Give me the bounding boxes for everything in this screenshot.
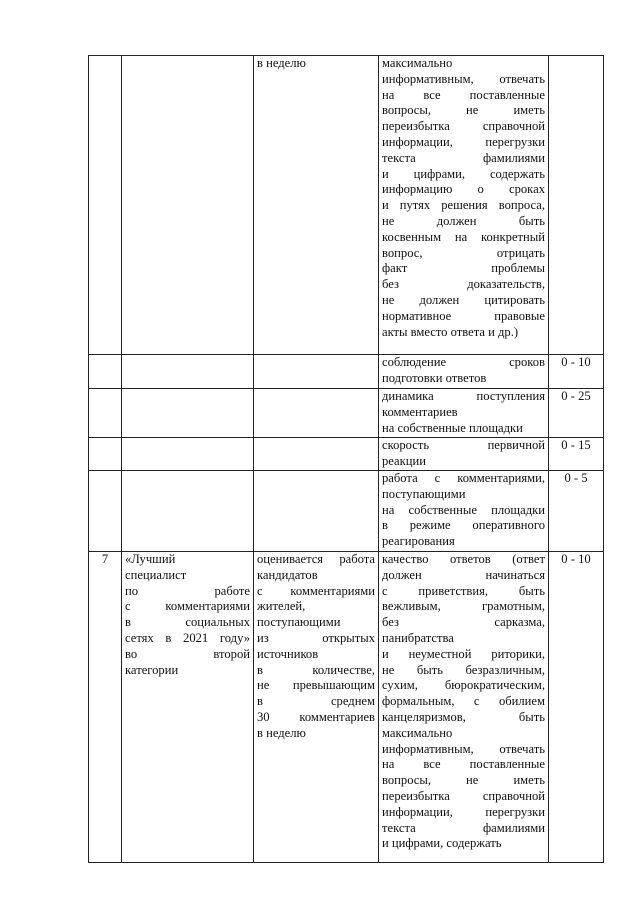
text-line: информативным, отвечать	[382, 741, 545, 756]
text-line: в режиме оперативного	[382, 518, 545, 533]
cell-empty	[254, 438, 379, 471]
text-line: сетях в 2021 году»	[125, 630, 250, 645]
cell-evaluation-7	[254, 552, 379, 863]
cell-empty	[122, 389, 254, 438]
text-line: на собственные площадки	[382, 420, 523, 435]
text-line: и неуместной риторики,	[382, 646, 545, 661]
text-line: максимально	[382, 725, 453, 740]
text-line: 30 комментариев	[257, 709, 375, 724]
text-line: и цифрами, содержать	[382, 836, 502, 851]
cell-criterion-7	[379, 552, 549, 863]
text-line: не превышающим	[257, 678, 375, 693]
cell-empty	[122, 471, 254, 552]
text-line: поступающими	[257, 615, 341, 630]
text-line: максимально	[382, 56, 453, 70]
cell-empty	[254, 471, 379, 552]
text-line: в среднем	[257, 694, 375, 709]
text-line: информацию о сроках	[382, 182, 545, 197]
table-row-prev	[89, 56, 604, 355]
cell-score-prev	[549, 56, 604, 355]
text-line: с приветствия, быть	[382, 583, 545, 598]
text-line: вопрос, отрицать	[382, 245, 545, 260]
cell-empty	[89, 438, 122, 471]
text-line: источников	[257, 646, 319, 661]
text-line: сухим, бюрократическим,	[382, 678, 545, 693]
text-line: косвенным на конкретный	[382, 229, 545, 244]
text-line: текста фамилиями	[382, 820, 545, 835]
text-line: реакции	[382, 453, 426, 468]
cell-score-7: 0 - 10	[549, 552, 604, 863]
text-line: на все поставленные	[382, 87, 545, 102]
text-line: жителей,	[257, 599, 306, 614]
cell-criterion-sub-4	[379, 471, 549, 552]
cell-criterion-sub-3	[379, 438, 549, 471]
text-line: и цифрами, содержать	[382, 166, 545, 181]
cell-score-sub-4: 0 - 5	[549, 471, 604, 552]
text-line: переизбытка справочной	[382, 788, 545, 803]
cell-nomination-7	[122, 552, 254, 863]
cell-evaluation-prev	[254, 56, 379, 355]
cell-empty	[89, 471, 122, 552]
text-line: переизбытка справочной	[382, 119, 545, 134]
text-line: на все поставленные	[382, 757, 545, 772]
table-row-sub-3	[89, 438, 604, 471]
cell-score-sub-2: 0 - 25	[549, 389, 604, 438]
cell-empty	[122, 355, 254, 389]
cell-score-sub-3: 0 - 15	[549, 438, 604, 471]
text-line: с комментариями	[125, 599, 250, 614]
text-line: без сарказма,	[382, 615, 545, 630]
text-line: с комментариями	[257, 583, 375, 598]
text-line: канцеляризмов, быть	[382, 709, 545, 724]
text-line: без доказательств,	[382, 277, 545, 292]
text-line: текста фамилиями	[382, 150, 545, 165]
text-line: в количестве,	[257, 662, 375, 677]
table-row-sub-1	[89, 355, 604, 389]
text-line: и путях решения вопроса,	[382, 198, 545, 213]
text-line: информативным, отвечать	[382, 71, 545, 86]
text-line: качество ответов (ответ	[382, 552, 545, 566]
text-line: оценивается работа	[257, 552, 375, 566]
text-line: вопросы, не иметь	[382, 103, 545, 118]
text-line: скорость первичной	[382, 438, 545, 452]
text-line: должен начинаться	[382, 567, 545, 582]
cell-criterion-sub-2	[379, 389, 549, 438]
text-line: не должен цитировать	[382, 292, 545, 307]
table-row-sub-2	[89, 389, 604, 438]
cell-nomination-prev	[122, 56, 254, 355]
text-line: вопросы, не иметь	[382, 773, 545, 788]
table-row-7	[89, 552, 604, 863]
text-line: нормативное правовые	[382, 308, 545, 323]
cell-empty	[254, 389, 379, 438]
text-line: специалист	[125, 567, 187, 582]
text-line: работа с комментариями,	[382, 471, 545, 485]
text-line: поступающими	[382, 486, 466, 501]
cell-empty	[254, 355, 379, 389]
text-line: «Лучший	[125, 552, 176, 566]
text-line: динамика поступления	[382, 389, 545, 403]
text-line: подготовки ответов	[382, 370, 487, 385]
text-line: акты вместо ответа и др.)	[382, 324, 519, 339]
cell-score-sub-1: 0 - 10	[549, 355, 604, 389]
text-line: не должен быть	[382, 213, 545, 228]
text-line: из открытых	[257, 630, 375, 645]
criteria-table	[88, 55, 604, 863]
text-line: в социальных	[125, 615, 250, 630]
text-line: во второй	[125, 646, 250, 661]
text-line: панибратства	[382, 630, 454, 645]
text-line: реагирования	[382, 534, 455, 549]
text-line: на собственные площадки	[382, 502, 545, 517]
text-line: информации, перегрузки	[382, 804, 545, 819]
text-line: соблюдение сроков	[382, 355, 545, 369]
cell-empty	[89, 355, 122, 389]
text-line: по работе	[125, 583, 250, 598]
cell-criterion-sub-1	[379, 355, 549, 389]
text-line: вежливым, грамотным,	[382, 599, 545, 614]
period-text: в неделю	[257, 56, 306, 70]
text-line: не быть безразличным,	[382, 662, 545, 677]
text-line: факт проблемы	[382, 261, 545, 276]
text-line: комментариев	[382, 404, 458, 419]
cell-num-prev	[89, 56, 122, 355]
cell-empty	[89, 389, 122, 438]
text-line: категории	[125, 662, 179, 677]
table-row-sub-4	[89, 471, 604, 552]
text-line: в неделю	[257, 725, 306, 740]
cell-empty	[122, 438, 254, 471]
cell-criterion-prev	[379, 56, 549, 355]
cell-num-7: 7	[89, 552, 122, 863]
text-line: информации, перегрузки	[382, 134, 545, 149]
text-line: кандидатов	[257, 567, 318, 582]
text-line: формальным, с обилием	[382, 694, 545, 709]
